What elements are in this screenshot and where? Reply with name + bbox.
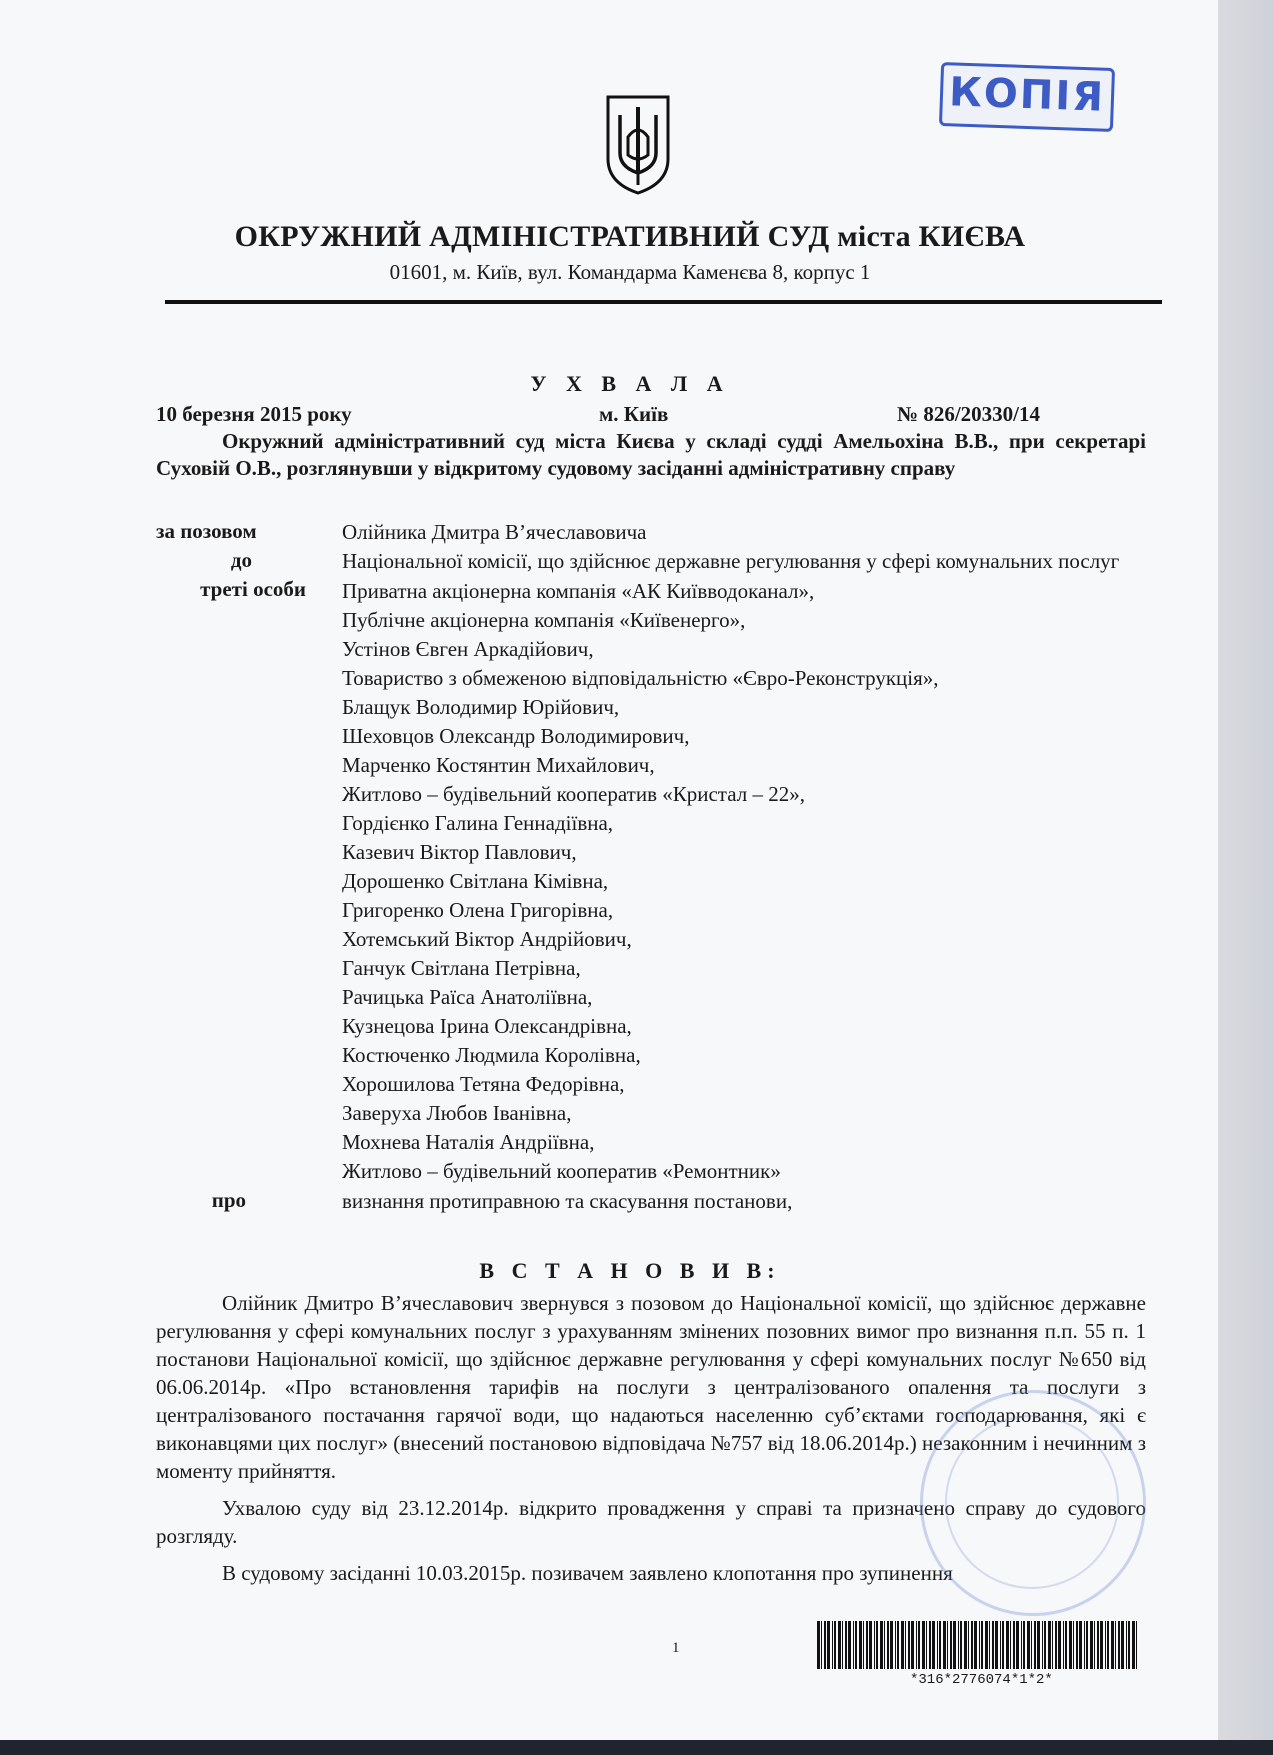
third-parties-row bbox=[156, 575, 1156, 1186]
decision-intro: Окружний адміністративний суд міста Києва у складі судді Амельохіна В.В., при секретарі Суховій О.В., розглянувши у відкритому судовому засіданні адміністративну справу bbox=[156, 429, 1146, 480]
subject-label: про bbox=[211, 1188, 246, 1212]
third-party-item: Приватна акціонерна компанія «АК Київводоканал», bbox=[342, 579, 815, 603]
third-party-item: Костюченко Людмила Королівна, bbox=[342, 1043, 641, 1067]
barcode-text: *316*2776074*1*2* bbox=[910, 1672, 1053, 1688]
third-party-item: Товариство з обмеженою відповідальністю «Євро-Реконструкція», bbox=[342, 666, 939, 690]
scanner-background bbox=[1218, 0, 1273, 1755]
plaintiff-value: Олійника Дмитра В’ячеславовича bbox=[342, 520, 647, 544]
defendant-value: Національної комісії, що здійснює державне регулювання у сфері комунальних послуг bbox=[342, 549, 1120, 573]
body-paragraph: В судовому засіданні 10.03.2015р. позивачем заявлено клопотання про зупинення bbox=[222, 1561, 953, 1585]
third-parties-label: треті особи bbox=[200, 577, 306, 601]
third-party-item: Казевич Віктор Павлович, bbox=[342, 840, 577, 864]
decision-city: м. Київ bbox=[599, 402, 669, 426]
third-party-item: Ганчук Світлана Петрівна, bbox=[342, 956, 581, 980]
parties-block bbox=[156, 517, 1156, 1215]
third-party-item: Кузнецова Ірина Олександрівна, bbox=[342, 1014, 632, 1038]
defendant-row bbox=[156, 546, 1156, 575]
barcode-icon bbox=[817, 1621, 1142, 1669]
scanner-edge bbox=[0, 1740, 1273, 1755]
established-heading: В С Т А Н О В И В: bbox=[479, 1258, 781, 1283]
subject-row bbox=[156, 1186, 1156, 1215]
third-party-item: Гордієнко Галина Геннадіївна, bbox=[342, 811, 614, 835]
third-party-item: Шеховцов Олександр Володимирович, bbox=[342, 724, 690, 748]
header-divider bbox=[165, 300, 1162, 304]
defendant-label: до bbox=[230, 548, 252, 572]
third-party-item: Житлово – будівельний кооператив «Кристал – 22», bbox=[342, 782, 805, 806]
subject-value: визнання протиправною та скасування постанови, bbox=[342, 1189, 793, 1213]
court-address: 01601, м. Київ, вул. Командарма Каменєва 8, корпус 1 bbox=[389, 260, 871, 284]
third-party-item: Блащук Володимир Юрійович, bbox=[342, 695, 620, 719]
decision-title: У Х В А Л А bbox=[530, 371, 730, 396]
third-party-item: Хорошилова Тетяна Федорівна, bbox=[342, 1072, 625, 1096]
body-paragraph: Ухвалою суду від 23.12.2014р. відкрито провадження у справі та призначено справу до судового розгляду. bbox=[156, 1496, 1146, 1548]
plaintiff-row bbox=[156, 517, 1156, 546]
trident-emblem-icon bbox=[602, 93, 674, 197]
third-party-item: Марченко Костянтин Михайлович, bbox=[342, 753, 655, 777]
third-party-item: Житлово – будівельний кооператив «Ремонтник» bbox=[342, 1159, 781, 1183]
third-party-item: Устінов Євген Аркадійович, bbox=[342, 637, 594, 661]
body-paragraph: Олійник Дмитро В’ячеславович звернувся з позовом до Національної комісії, що здійснює державне регулювання у сфері комунальних послуг з урахуванням змінених позовних вимог про визнання п.п. 55 п. 1 постанови Національної комісії, що здійснює державне регулювання у сфері комунальних послуг №650 від 06.06.2014р. «Про встановлення тарифів на послуги з централізованого опалення та послуги з централізованого постачання гарячої води, що надаються населенню суб’єктами господарювання, які є виконавцями цих послуг» (внесений постановою відповідача №757 від 18.06.2014р.) незаконним і нечинним з моменту прийняття. bbox=[156, 1291, 1146, 1483]
plaintiff-label: за позовом bbox=[156, 519, 257, 543]
third-party-item: Григоренко Олена Григорівна, bbox=[342, 898, 614, 922]
third-party-item: Заверуха Любов Іванівна, bbox=[342, 1101, 572, 1125]
third-party-item: Хотемський Віктор Андрійович, bbox=[342, 927, 632, 951]
third-party-item: Рачицька Раїса Анатоліївна, bbox=[342, 985, 593, 1009]
third-party-item: Мохнева Наталія Андріївна, bbox=[342, 1130, 595, 1154]
official-seal-inner-ring bbox=[945, 1415, 1119, 1589]
third-party-item: Дорошенко Світлана Кімівна, bbox=[342, 869, 609, 893]
page-number: 1 bbox=[672, 1640, 680, 1656]
third-parties-list bbox=[342, 575, 1132, 1186]
decision-date: 10 березня 2015 року bbox=[156, 402, 352, 426]
third-party-item: Публічне акціонерна компанія «Київенерго», bbox=[342, 608, 746, 632]
copy-stamp: КОПІЯ bbox=[939, 62, 1115, 132]
case-number: № 826/20330/14 bbox=[897, 402, 1041, 426]
court-name: ОКРУЖНИЙ АДМІНІСТРАТИВНИЙ СУД міста КИЄВА bbox=[234, 220, 1026, 253]
